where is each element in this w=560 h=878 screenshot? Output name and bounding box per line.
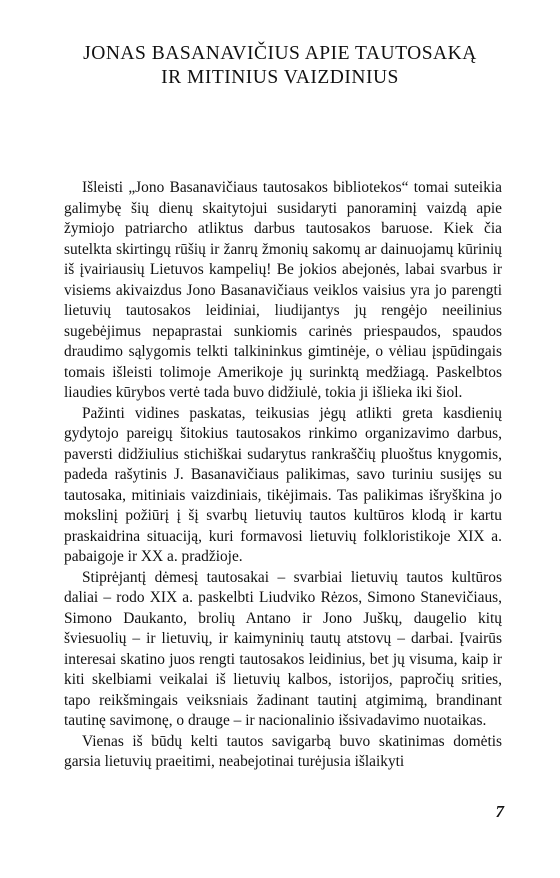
paragraph: Išleisti „Jono Basanavičiaus tautosakos bibliotekos“ tomai suteikia galimybę šių dienų skaitytojui susidaryti panoraminį vaizdą apie žymiojo patriarcho atliktus darbus tautosakos baruose. Kiek čia sutelkta skirtingų rūšių ir žanrų žmonių sakomų ar dainuojamų kūrinių iš įvairiausių Lietuvos kampelių! Be jokios abejonės, labai svarbus ir visiems akivaizdus Jono Basanavičiaus veiklos vaisius yra jo parengti lietuvių tautosakos leidiniai, liudijantys jų rengėjo neeilinius sugebėjimus nepaprastai sunkiomis carinės priespaudos, spaudos draudimo sąlygomis telkti talkininkus gimtinėje, o vėliau įspūdingais tomais išleisti tolimoje Amerikoje jų surinktą medžiagą. Paskelbtos liaudies kūrybos vertė tada buvo didžiulė, tokia ji išlieka iki šiol. <box>64 179 502 401</box>
paragraph: Vienas iš būdų kelti tautos savigarbą buvo skatinimas domėtis garsia lietuvių praeitimi, neabejotinai turėjusia išlaikyti <box>64 732 502 770</box>
page-number: 7 <box>495 802 504 821</box>
paragraph: Stiprėjantį dėmesį tautosakai – svarbiai lietuvių tautos kultūros daliai – rodo XIX a. paskelbti Liudviko Rėzos, Simono Stanevičiaus, Simono Daukanto, brolių Antano ir Jono Juškų, daugelio kitų šviesuolių – ir lietuvių, ir kaimyninių tautų atstovų – darbai. Įvairūs interesai skatino juos rengti tautosakos leidinius, bet jų visuma, kaip ir kiti skelbiami veikalai iš lietuvių kalbos, istorijos, papročių srities, tapo reikšmingais veiksniais žadinant tautinį atgimimą, brandinant tautinę savimonę, o drauge – ir nacionalinio išsivadavimo nuotaikas. <box>64 568 502 729</box>
body-text <box>64 178 502 773</box>
paragraph: Pažinti vidines paskatas, teikusias jėgų atlikti greta kasdienių gydytojo pareigų šitokius tautosakos rinkimo organizavimo darbus, paversti didžiulius stichiškai sudarytus rankraščių pluoštus knygomis, padeda rašytinis J. Basanavičiaus palikimas, savo turiniu susijęs su tautosaka, mitiniais vaizdiniais, tikėjimais. Tas palikimas išryškina jo mokslinį požiūrį į šį svarbų lietuvių tautos kultūros klodą ir kartu praskaidrina situaciją, kuri formavosi lietuvių folkloristikoje XIX a. pabaigoje ir XX a. pradžioje. <box>64 404 502 565</box>
chapter-title-line-1: JONAS BASANAVIČIUS APIE TAUTOSAKĄ <box>83 43 477 64</box>
chapter-title-line-2: IR MITINIUS VAIZDINIUS <box>161 67 399 88</box>
